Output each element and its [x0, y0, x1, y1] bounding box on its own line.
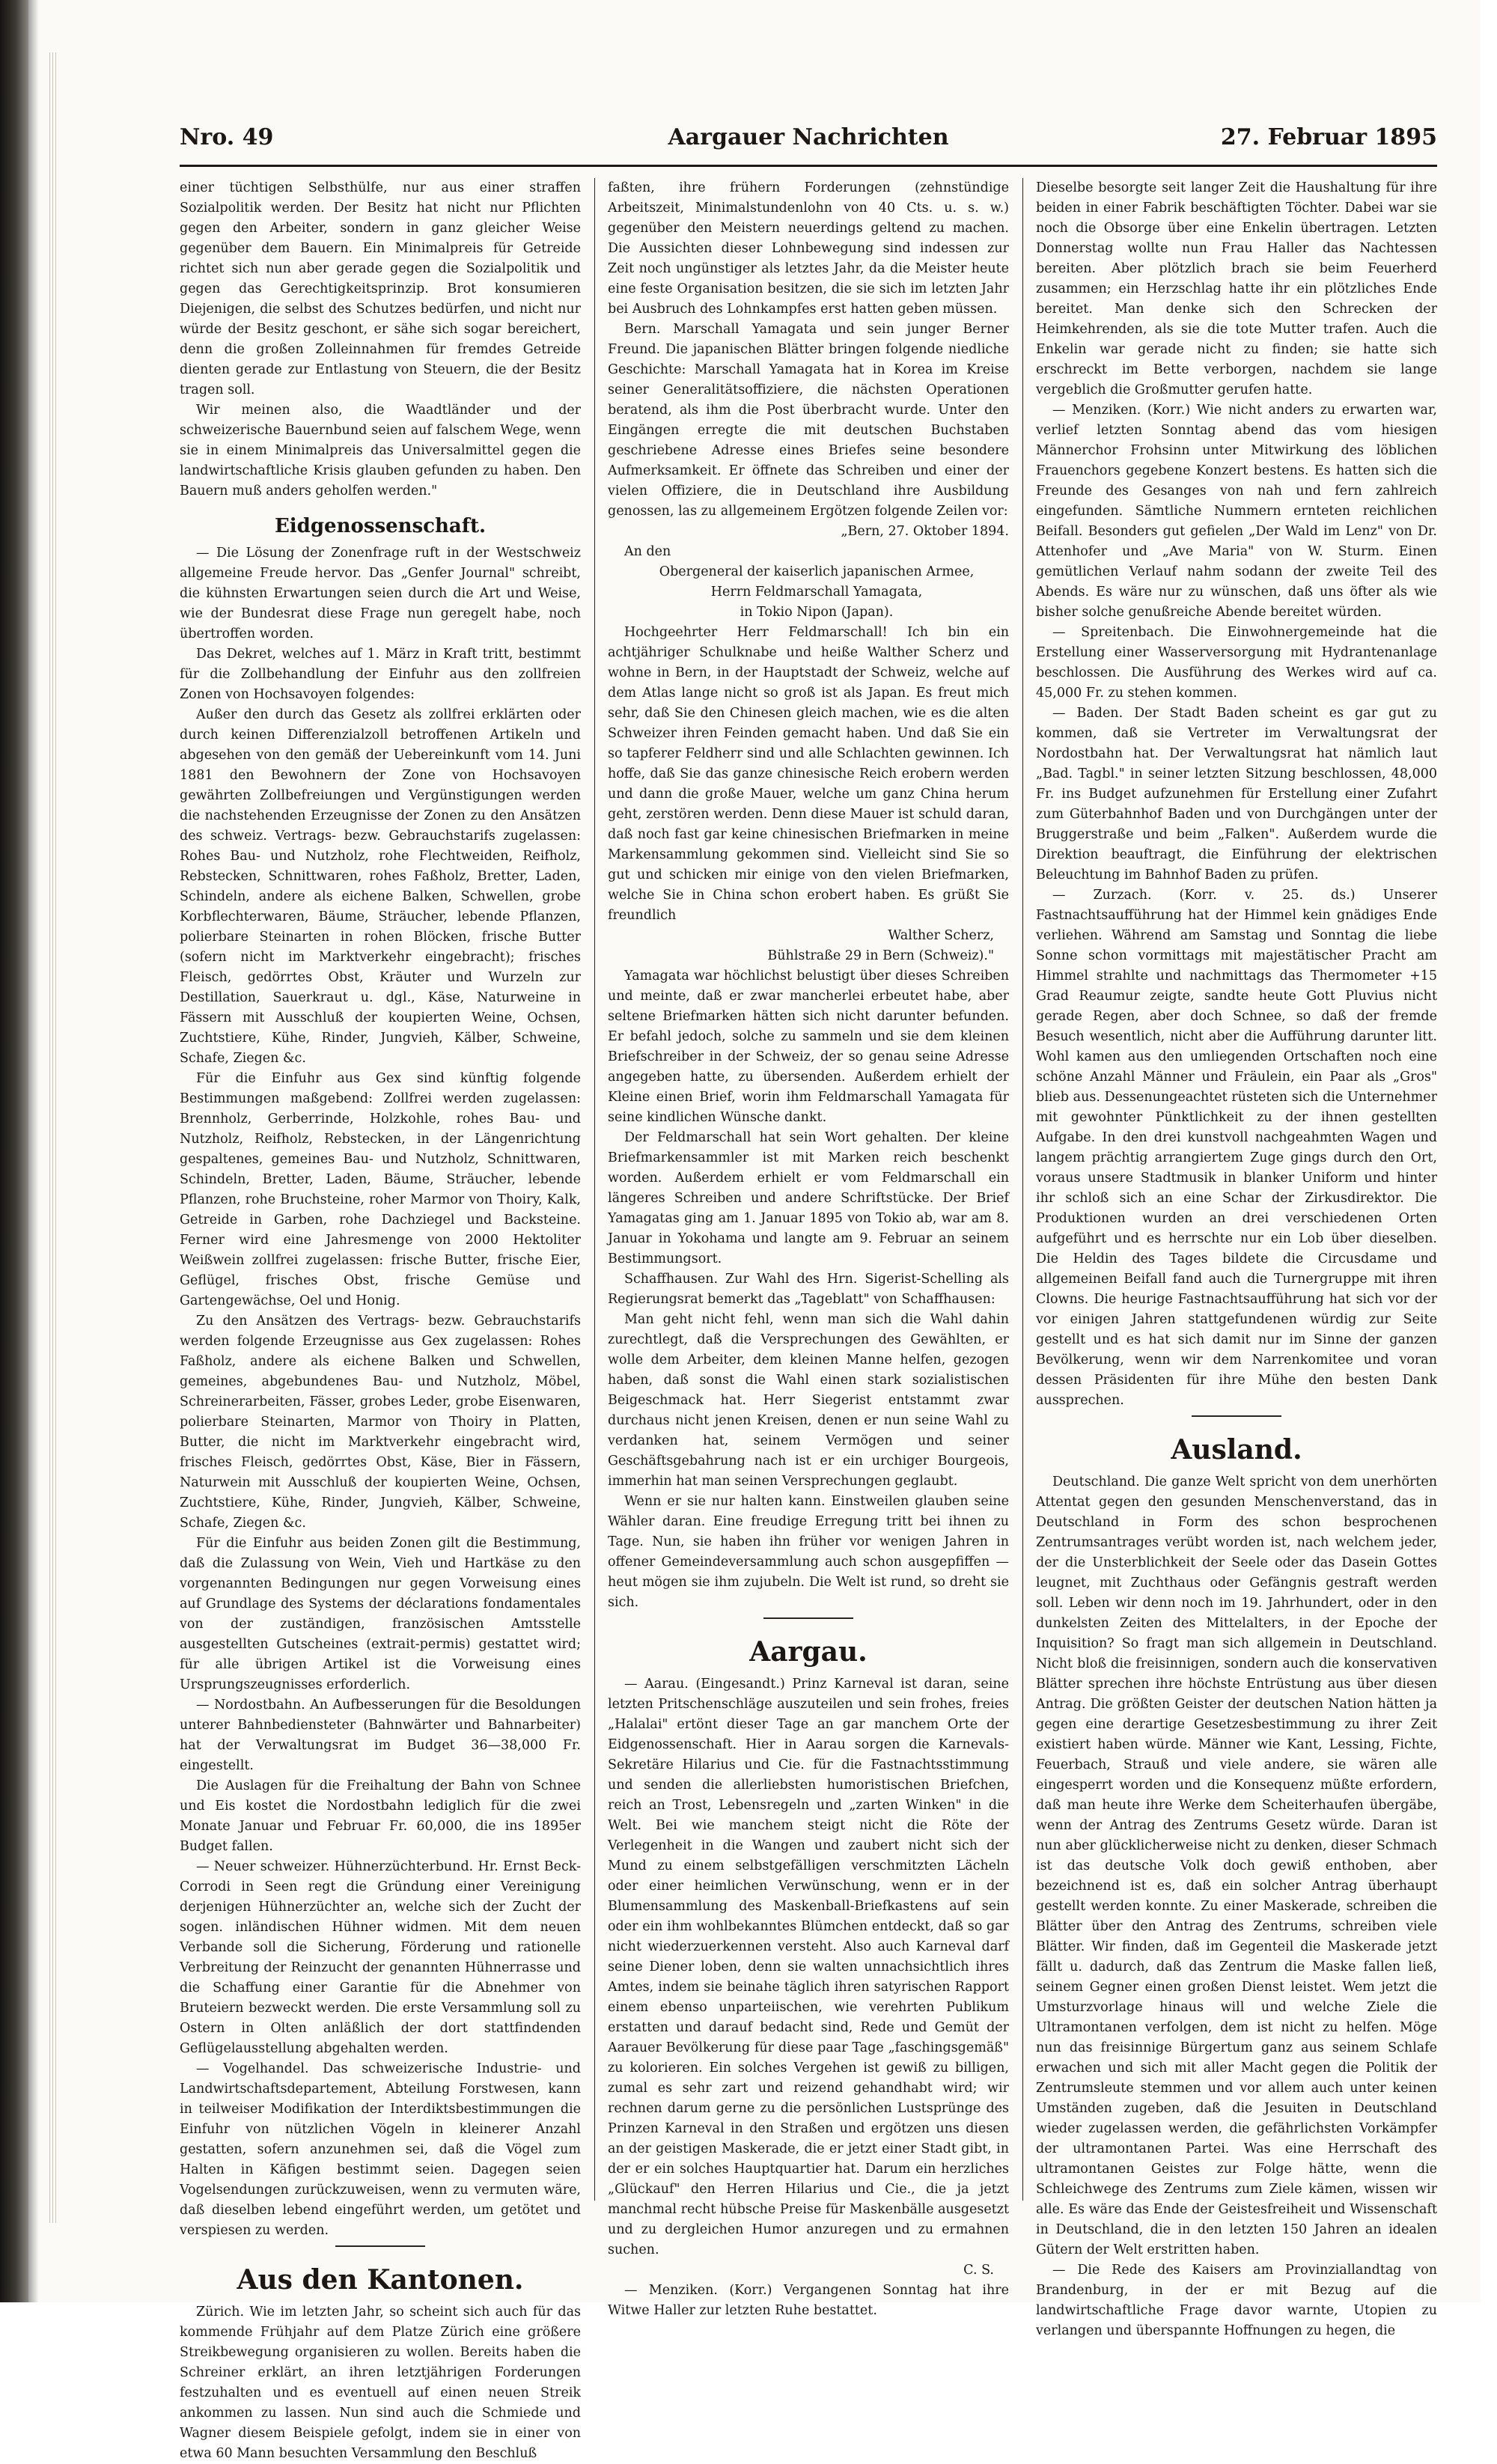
article-paragraph: — Menziken. (Korr.) Wie nicht anders zu erwarten war, verlief letzten Sonntag abend das vom hiesigen Männerchor Frohsinn unter Mitwirkung des löblichen Frauenchors gegebene Konzert bestens. Es hatten sich die Freunde des Gesanges von nah und fern zahlreich eingefunden. Sämtliche Nummern ernteten reichlichen Beifall. Besonders gut gefielen „Der Wald im Lenz" von Dr. Attenhofer und „Ave Maria" von W. Sturm. Einen gemütlichen Verlauf nahm sodann der zweite Teil des Abends. Es wäre nur zu wünschen, daß uns öfter als wie bisher solche genußreiche Abende bereitet würden.: [1036, 403, 1437, 620]
article-paragraph: Man geht nicht fehl, wenn man sich die Wahl dahin zurechtlegt, daß die Versprechungen des Gewählten, er wolle dem Arbeiter, dem kleinen Manne helfen, gezogen haben, daß sonst die Wahl einen stark sozialistischen Beigeschmack hat. Herr Siegerist entstammt zwar durchaus nicht jenen Kreisen, denen er nun seine Wahl zu verdanken hat, seinem Vermögen und seiner Geschäftsgebahrung nach ist er ein urchiger Bourgeois, immerhin hat man seinen Versprechungen geglaubt.: [608, 1312, 1009, 1489]
article-paragraph: — Die Rede des Kaisers am Provinziallandtag von Brandenburg, in der er mit Bezug auf die landwirtschaftliche Frage davor warnte, Utopien zu verlangen und überspannte Hoffnungen zu hegen, die: [1036, 2263, 1437, 2338]
section-divider: [1192, 1415, 1281, 1417]
letter-date: „Bern, 27. Oktober 1894.: [841, 524, 1009, 539]
section-heading-kantone: Aus den Kantonen.: [237, 2264, 524, 2296]
article-paragraph: Die Auslagen für die Freihaltung der Bahn von Schnee und Eis kostet die Nordostbahn lediglich für die zwei Monate Januar und Februar Fr. 60,000, die ins 1895er Budget fallen.: [180, 1778, 581, 1854]
article-paragraph: Deutschland. Die ganze Welt spricht von dem unerhörten Attentat gegen den gesunden Menschenverstand, das in Deutschland in Form des schon besprochenen Zentrumsantrages verübt worden ist, nach welchem jeder, der die Unsterblichkeit der Seele oder das Dasein Gottes leugnet, mit Zuchthaus oder Gefängnis gestraft werden soll. Leben wir denn noch im 19. Jahrhundert, oder in den dunkelsten Zeiten des Mittelalters, in der Epoche der Inquisition? So fragt man sich allgemein in Deutschland. Nicht bloß die freisinnigen, sondern auch die konservativen Blätter sprechen ihre höchste Entrüstung aus über diesen Antrag. Die größten Geister der deutschen Nation hätten ja gegen eine derartige Gesetzesbestimmung zu ihrer Zeit existiert haben würde. Männer wie Kant, Lessing, Fichte, Feuerbach, Strauß und viele andere, sie wären alle eingesperrt worden und die Konsequenz müßte erfordern, daß man heute ihre Werke dem Scheiterhaufen übergäbe, wenn der Antrag des Zentrums Gesetz würde. Daran ist nun aber glücklicherweise nicht zu denken, dieser Schmach ist das deutsche Volk doch gewiß enthoben, aber bezeichnend ist es, daß ein solcher Antrag überhaupt gestellt werden konnte. Zu einer Maskerade, schreiben die Blätter über den Antrag des Zentrums, schreiben viele Blätter. Wir finden, daß im Gegenteil die Maskerade jetzt fällt u. dadurch, daß das Zentrum die Maske fallen ließ, seinem Gegner einen großen Dienst leistet. Wem jetzt die Umsturzvorlage hinaus will und welche Ziele die Ultramontanen verfolgen, dem ist nicht zu helfen. Möge nun das freisinnige Bürgertum ganz aus seinem Schlafe erwachen und sich mit aller Macht gegen die Politik der Zentrumsleute stemmen und vor allem auch unter keinen Umständen zugeben, daß die Jesuiten in Deutschland wieder zugelassen werden, die gefährlichsten Vorkämpfer der ultramontanen Partei. Was eine Herrschaft des ultramontanen Geistes zur Folge hätte, wenn die Schleichwege des Zentrums zum Ziele kämen, wissen wir alle. Es wäre das Ende der Geistesfreiheit und Wissenschaft in Deutschland, die in den letzten 150 Jahren an idealen Gütern der Welt erstritten haben.: [1036, 1475, 1437, 2257]
section-divider: [763, 1617, 853, 1619]
article-paragraph: Wenn er sie nur halten kann. Einstweilen glauben seine Wähler daran. Eine freudige Erregung tritt bei ihnen zu Tage. Nun, sie haben ihn früher vor wenigen Jahren in offener Gemeindeversammlung auch schon ausgepfiffen — heut mögen sie ihm zujubeln. Die Welt ist rund, so dreht sie sich.: [608, 1494, 1009, 1610]
masthead: [180, 120, 1437, 165]
article-paragraph: Der Feldmarschall hat sein Wort gehalten. Der kleine Briefmarkensammler ist mit Marken reich beschenkt worden. Außerdem erhielt er vom Feldmarschall ein längeres Schreiben und andere Schriftstücke. Der Brief Yamagatas ging am 1. Januar 1895 von Tokio ab, war am 8. Januar in Yokohama und langte am 9. Februar an seinem Bestimmungsort.: [608, 1130, 1009, 1266]
article-paragraph: — Zurzach. (Korr. v. 25. ds.) Unserer Fastnachtsaufführung hat der Himmel kein gnädiges Ende verliehen. Während am Samstag und Sonntag die liebe Sonne schon vormittags mit majestätischer Pracht am Himmel strahlte und nachmittags das Thermometer +15 Grad Reaumur zeigte, sandte heute Gott Pluvius nicht gerade Regen, aber doch Schnee, so daß der fremde Besuch wesentlich, nicht aber die Aufführung darunter litt. Wohl kamen aus den umliegenden Ortschaften noch eine schöne Anzahl Männer und Fräulein, ein Paar als „Gros" blieb aus. Dessenungeachtet rüsteten sich die Unternehmer mit gewohnter Pünktlichkeit zu der ihnen gestellten Aufgabe. In den drei kunstvoll nachgeahmten Wagen und langem prächtig arrangiertem Zuge gings durch den Ort, voraus unsere Stadtmusik in blanker Uniform und hinter ihr schloß sich an eine Schar der Zirkusdirektor. Die Produktionen wurden an drei verschiedenen Orten aufgeführt und es herrschte nur ein Lob über dieselben. Die Heldin des Tages bildete die Circusdame und allgemeinen Beifall fand auch die Turnergruppe mit ihren Clowns. Die heurige Fastnachtsaufführung hat sich vor der vor einigen Jahren stattgefundenen würdig zur Seite gestellt und es hat sich damit nur im Sinne der ganzen Bevölkerung, wenn wir dem Narrenkomitee und voran dessen Präsidenten für ihre Mühe den besten Dank aussprechen.: [1036, 888, 1437, 1408]
article-paragraph: einer tüchtigen Selbsthülfe, nur aus einer straffen Sozialpolitik werden. Der Besitz hat nicht nur Pflichten gegen den Arbeiter, sondern in ganz gleicher Weise gegenüber dem Bauern. Ein Minimalpreis für Getreide richtet sich nun aber gerade gegen die Sozialpolitik und gegen das Gerechtigkeitsprinzip. Brot konsumieren Diejenigen, die selbst des Schutzes bedürfen, und nicht nur würde der Besitz geschont, er sähe sich sogar bereichert, denn die großen Zolleinnahmen für fremdes Getreide dienten gerade zur Entlastung von Steuern, die der Besitz tragen soll.: [180, 180, 581, 397]
article-paragraph: Außer den durch das Gesetz als zollfrei erklärten oder durch keinen Differenzialzoll betroffenen Artikeln und abgesehen von den gemäß der Uebereinkunft vom 14. Juni 1881 den Bewohnern der Zone von Hochsavoyen gewährten Zollbefreiungen und Vergünstigungen werden die nachstehenden Erzeugnisse der Zonen zu den Ansätzen des schweiz. Vertrags- bezw. Gebrauchstarifs zugelassen: Rohes Bau- und Nutzholz, rohe Flechtweiden, Reifholz, Rebstecken, Schnittwaren, rohes Faßholz, Bretter, Laden, Schindeln, andere als eichene Balken, Schwellen, grobe Korbflechterwaren, Bäume, Sträucher, lebende Pflanzen, polierbare Steinarten in rohen Blöcken, frische Butter (sofern nicht im Marktverkehr eingebracht); frisches Fleisch, gedörrtes Obst, Kräuter und Wurzeln zur Destillation, Sauerkraut u. dgl., Käse, Naturweine in Fässern mit Ausschluß der koupierten Weine, Ochsen, Zuchtstiere, Kühe, Rinder, Jungvieh, Kälber, Schweine, Schafe, Ziegen &c.: [180, 707, 581, 1066]
issue-date: 27. Februar 1895: [1220, 124, 1437, 150]
article-paragraph: Das Dekret, welches auf 1. März in Kraft tritt, bestimmt für die Zollbehandlung der Einfuhr aus den zollfreien Zonen von Hochsavoyen folgendes:: [180, 647, 581, 702]
article-paragraph: Yamagata war höchlichst belustigt über dieses Schreiben und meinte, daß er zwar mancherlei erbeutet habe, aber seltene Briefmarken hätten sich nicht darunter befunden. Er befahl jedoch, solche zu sammeln und sie dem kleinen Briefschreiber in der Schweiz, der so genau seine Adresse angegeben hatte, zu übersenden. Außerdem erhielt der Kleine einen Brief, worin ihm Feldmarschall Yamagata für seine kindlichen Wünsche dankt.: [608, 969, 1009, 1125]
article-paragraph: — Neuer schweizer. Hühnerzüchterbund. Hr. Ernst Beck-Corrodi in Seen regt die Gründung einer Vereinigung derjenigen Hühnerzüchter an, welche sich der Zucht der sogen. inländischen Hühner widmen. Mit dem neuen Verbande soll die Sicherung, Förderung und rationelle Verbreitung der Reinzucht der genannten Hühnerrasse und die Schaffung einer Garantie für die Abnehmer von Bruteiern bezweckt werden. Die erste Versammlung soll zu Ostern in Olten anläßlich der dort stattfindenden Geflügelausstellung abgehalten werden.: [180, 1859, 581, 2056]
letter-signature: Walther Scherz,: [888, 928, 994, 943]
newspaper-sheet: [180, 120, 1437, 2461]
section-heading-aargau: Aargau.: [749, 1636, 868, 1668]
letter-address: An den: [624, 544, 671, 559]
column-3: [1036, 178, 1437, 2338]
article-paragraph: — Nordostbahn. An Aufbesserungen für die Besoldungen unterer Bahnbediensteter (Bahnwärter und Bahnarbeiter) hat der Verwaltungsrat im Budget 36—38,000 Fr. eingestellt.: [180, 1698, 581, 1773]
fold-shadow: [28, 0, 39, 2302]
section-heading-ausland: Ausland.: [1171, 1434, 1302, 1466]
column-2: [608, 178, 1009, 2318]
letter-address: Herrn Feldmarschall Yamagata,: [710, 585, 923, 600]
paper-title: Aargauer Nachrichten: [668, 124, 949, 150]
author-initials: C. S.: [963, 2263, 994, 2278]
masthead-rule: [180, 165, 1437, 167]
article-paragraph: — Baden. Der Stadt Baden scheint es gar gut zu kommen, daß sie Vertreter im Verwaltungsrat der Nordostbahn hat. Der Verwaltungsrat hat nämlich laut „Bad. Tagbl." in seiner letzten Sitzung beschlossen, 48,000 Fr. ins Budget aufzunehmen für Erstellung einer Zufahrt zum Güterbahnhof Baden und von Durchgängen unter der Bruggerstraße und beim „Falken". Außerdem wurde die Direktion beauftragt, die Einführung der elektrischen Beleuchtung im Bahnhof Baden zu prüfen.: [1036, 706, 1437, 882]
page-stack-edges: [49, 52, 58, 2223]
article-paragraph: Schaffhausen. Zur Wahl des Hrn. Sigerist-Schelling als Regierungsrat bemerkt das „Tageblatt" von Schaffhausen:: [608, 1272, 1009, 1307]
column-1: [180, 178, 581, 2461]
letter-address: in Tokio Nipon (Japan).: [740, 605, 894, 620]
article-paragraph: faßten, ihre frühern Forderungen (zehnstündige Arbeitszeit, Minimalstundenlohn von 40 Cts. u. s. w.) gegenüber den Meistern neuerdings geltend zu machen. Die Aussichten dieser Lohnbewegung sind indessen zur Zeit noch ungünstiger als letztes Jahr, da die Meister heute eine feste Organisation besitzen, die sie sich im letzten Jahr bei Ausbruch des Lohnkampfes erst hatten geben müssen.: [608, 180, 1009, 317]
letter-signature: Bühlstraße 29 in Bern (Schweiz).": [767, 948, 994, 963]
issue-number: Nro. 49: [180, 124, 274, 150]
column-rule: [1022, 178, 1023, 2201]
article-paragraph: — Spreitenbach. Die Einwohnergemeinde hat die Erstellung einer Wasserversorgung mit Hydrantenanlage beschlossen. Die Ausführung des Werkes wird auf ca. 45,000 Fr. zu stehen kommen.: [1036, 625, 1437, 701]
scan-binding-edge: [0, 0, 28, 2302]
article-paragraph: — Aarau. (Eingesandt.) Prinz Karneval ist daran, seine letzten Pritschenschläge auszuteilen und sein frohes, freies „Halalai" ertönt dieser Tage an gar manchem Orte der Eidgenossenschaft. Hier in Aarau sorgen die Karnevals-Sekretäre Hilarius und Cie. für die Fastnachtsstimmung und senden die allerliebsten humoristischen Briefchen, reich an Trost, Lebensregeln und „zarten Winken" in die Welt. Bei wie manchem steigt nicht die Röte der Verlegenheit in die Wangen und zaubert nicht sich der Mund zu einem selbstgefälligen verschmitzten Lächeln oder einer heimlichen Verwünschung, wenn er in der Blumensammlung des Maskenball-Briefkastens auf sein oder ein ihm wohlbekanntes Blümchen entdeckt, daß so gar nicht wiederzuerkennen versteht. Also auch Karneval darf seine Diener loben, denn sie walten unnachsichtlich ihres Amtes, indem sie beinahe täglich ihren satyrischen Rapport einem ebenso unparteiischen, wie verehrten Publikum erstatten und darauf bedacht sind, Rede und Gemüt der Aarauer Bevölkerung für diese paar Tage „faschingsgemäß" zu kolorieren. Ein solches Vergehen ist gewiß zu billigen, zumal es sehr zart und reizend gehandhabt wird; wir rechnen darum gerne zu die persönlichen Lustsprünge des Prinzen Karneval in den Straßen und ergötzen uns diesen an der geistigen Maskerade, die er jetzt einer Stadt gibt, in der er ein solches Hauptquartier hat. Darum ein herzliches „Glückauf" den Herren Hilarius und Cie., die ja jetzt manchmal recht hübsche Preise für Maskenbälle ausgesetzt und zu dergleichen Humor anzuregen und zu ermahnen suchen.: [608, 1677, 1009, 2257]
article-paragraph: Zu den Ansätzen des Vertrags- bezw. Gebrauchstarifs werden folgende Erzeugnisse aus Gex zugelassen: Rohes Faßholz, andere als eichene Balken und Schwellen, gemeines, abgebundenes Bau- und Nutzholz, Möbel, Schreinerarbeiten, Fässer, grobes Leder, grobe Eisenwaren, polierbare Steinarten, Marmor von Thoiry in Platten, Butter, die nicht im Marktverkehr eingebracht wird, frisches Fleisch, gedörrtes Obst, Käse, Bier in Fässern, Naturwein mit Ausschluß der koupierten Weine, Ochsen, Zuchtstiere, Kühe, Rinder, Jungvieh, Kälber, Schweine, Schafe, Ziegen &c.: [180, 1314, 581, 1531]
letter-address: Obergeneral der kaiserlich japanischen Armee,: [659, 564, 975, 579]
article-paragraph: Wir meinen also, die Waadtländer und der schweizerische Bauernbund seien auf falschem Wege, wenn sie in einem Minimalpreis das Universalmittel gegen die landwirtschaftliche Krisis glauben gefunden zu haben. Den Bauern muß anders geholfen werden.": [180, 403, 581, 498]
article-paragraph: Zürich. Wie im letzten Jahr, so scheint sich auch für das kommende Frühjahr auf dem Platze Zürich eine größere Streikbewegung organisieren zu wollen. Bereits haben die Schreiner erklärt, an ihren letztjährigen Forderungen festzuhalten und es eventuell auf einen neuen Streik ankommen zu lassen. Nun sind auch die Schmiede und Wagner diesem Beispiele gefolgt, indem sie in einer von etwa 60 Mann besuchten Versammlung den Beschluß: [180, 2305, 581, 2461]
article-paragraph: Bern. Marschall Yamagata und sein junger Berner Freund. Die japanischen Blätter bringen folgende niedliche Geschichte: Marschall Yamagata hat in Korea im Kreise seiner Generalitätsoffiziere, die nächsten Operationen beratend, als ihm die Post überbracht wurde. Unter den Eingängen erregte die mit deutschen Buchstaben geschriebene Adresse eines Briefes seine besondere Aufmerksamkeit. Er öffnete das Schreiben und einer der vielen Offiziere, die in Deutschland ihre Ausbildung genossen, las zu allgemeinem Ergötzen folgende Zeilen vor:: [608, 322, 1009, 519]
article-paragraph: — Die Lösung der Zonenfrage ruft in der Westschweiz allgemeine Freude hervor. Das „Genfer Journal" schreibt, die kühnsten Erwartungen seien durch die Art und Weise, wie der Bundesrat diese Frage nun geregelt habe, noch übertroffen worden.: [180, 546, 581, 641]
section-divider: [335, 2245, 425, 2247]
article-paragraph: Für die Einfuhr aus Gex sind künftig folgende Bestimmungen maßgebend: Zollfrei werden zugelassen: Brennholz, Gerberrinde, Holzkohle, rohes Bau- und Nutzholz, Reifholz, Rebstecken, in der Längenrichtung gespaltenes, gemeines Bau- und Nutzholz, Schnittwaren, Schindeln, Bretter, Laden, Bäume, Sträucher, lebende Pflanzen, rohe Bruchsteine, roher Marmor von Thoiry, Kalk, Getreide in Garben, rohe Dachziegel und Backsteine. Ferner wird eine Jahresmenge von 2000 Hektoliter Weißwein zollfrei zugelassen: frische Butter, frische Eier, Geflügel, frisches Obst, frische Gemüse und Gartengewächse, Oel und Honig.: [180, 1071, 581, 1308]
column-rule: [594, 178, 595, 2201]
section-heading-eidgenossenschaft: Eidgenossenschaft.: [274, 515, 487, 537]
article-paragraph: Dieselbe besorgte seit langer Zeit die Haushaltung für ihre beiden in einer Fabrik beschäftigten Töchter. Dabei war sie noch die Obsorge über eine Enkelin übertragen. Letzten Donnerstag wollte nun Frau Haller das Nachtessen bereiten. Aber plötzlich brach sie beim Feuerherd zusammen; ein Herzschlag hatte ihr ein plötzliches Ende bereitet. Man denke sich den Schrecken der Heimkehrenden, als sie die tote Mutter trafen. Auch die Enkelin war gerade nicht zu finden; sie hatte sich erschreckt im Bette verborgen, nachdem sie lange vergeblich die Großmutter gerufen hatte.: [1036, 180, 1437, 397]
article-paragraph: — Vogelhandel. Das schweizerische Industrie- und Landwirtschaftsdepartement, Abteilung Forstwesen, kann in teilweiser Modifikation der Interdiktsbestimmungen die Einfuhr von nützlichen Vögeln in kleinerer Anzahl gestatten, sofern anzunehmen sei, daß die Vögel zum Halten in Käfigen bestimmt seien. Dagegen seien Vogelsendungen zurückzuweisen, wenn zu vermuten wäre, daß dieselben lebend eingeführt werden, um getötet und verspiesen zu werden.: [180, 2061, 581, 2238]
article-paragraph: Hochgeehrter Herr Feldmarschall! Ich bin ein achtjähriger Schulknabe und heiße Walther Scherz und wohne in Bern, in der Hauptstadt der Schweiz, welche auf dem Atlas lange nicht so groß ist als Japan. Es freut mich sehr, daß Sie den Chinesen gleich machen, wie es die alten Schweizer ihren Feinden gemacht haben. Und daß Sie ein so tapferer Feldherr sind und alle Schlachten gewinnen. Ich hoffe, daß Sie das ganze chinesische Reich erobern werden und dann die große Mauer, welche um ganz China herum geht, zerstören werden. Denn diese Mauer ist schuld daran, daß noch fast gar keine chinesischen Briefmarken in meine Markensammlung gekommen sind. Vielleicht sind Sie so gut und schicken mir einige von den vielen Briefmarken, welche Sie in China schon erobert haben. Es grüßt Sie freundlich: [608, 625, 1009, 923]
article-paragraph: — Menziken. (Korr.) Vergangenen Sonntag hat ihre Witwe Haller zur letzten Ruhe bestattet.: [608, 2283, 1009, 2318]
article-paragraph: Für die Einfuhr aus beiden Zonen gilt die Bestimmung, daß die Zulassung von Wein, Vieh und Hartkäse zu den vorgenannten Bedingungen nur gegen Vorweisung eines auf Grundlage des Systems der déclarations fondamentales von der zuständigen, französischen Amtsstelle ausgestellten Gutscheines (extrait-permis) gestattet wird; für alle übrigen Artikel ist die Vorweisung eines Ursprungszeugnisses erforderlich.: [180, 1536, 581, 1692]
